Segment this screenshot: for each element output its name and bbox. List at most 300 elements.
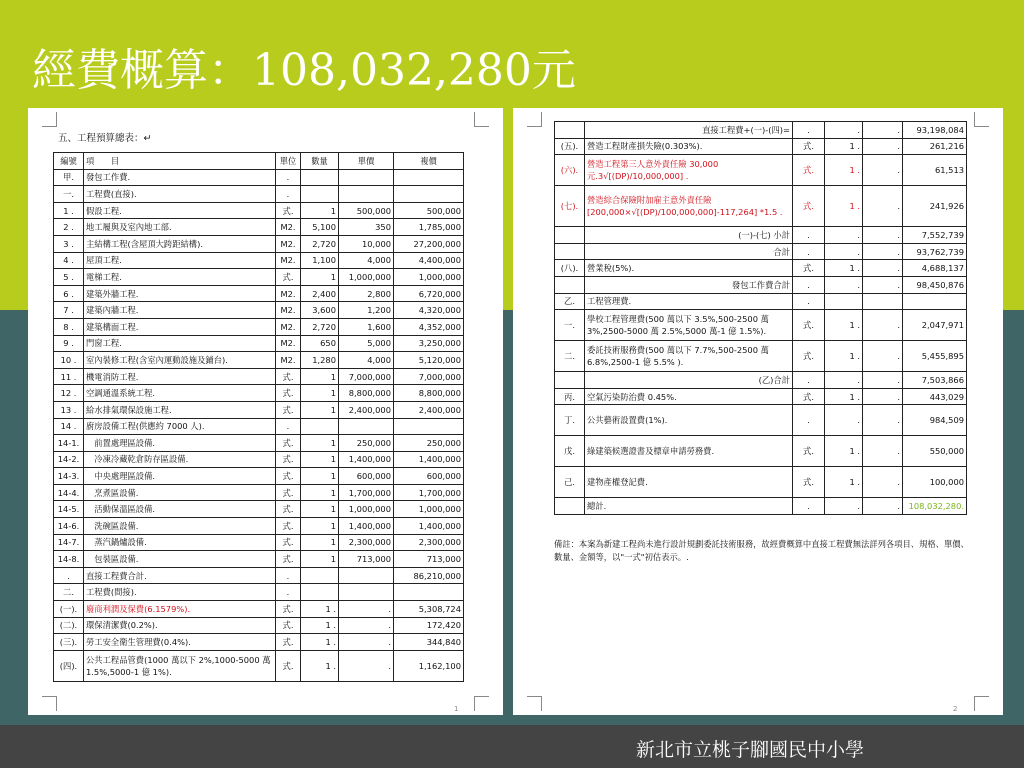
row-qty: [301, 186, 339, 203]
row-total: 1,400,000: [394, 451, 464, 468]
table-row: [54, 285, 464, 302]
row-item: 蒸汽鍋爐設備.: [84, 534, 276, 551]
row-number: 14-2.: [54, 451, 84, 468]
row-item: 營造工程第三人意外責任險 30,000元.3√[(DP)/10,000,000] .: [585, 155, 793, 186]
row-price: [339, 584, 394, 601]
row-unit: 式.: [276, 601, 301, 618]
row-price: .: [863, 243, 903, 260]
row-qty: .: [825, 372, 863, 389]
row-number: 3 .: [54, 235, 84, 252]
budget-table-right: [554, 121, 967, 515]
row-total: 98,450,876: [903, 276, 967, 293]
row-unit: .: [793, 372, 825, 389]
row-item: 直接工程費合計.: [84, 567, 276, 584]
table-row: [555, 372, 967, 389]
crop-mark: [474, 112, 489, 127]
row-price: .: [863, 138, 903, 155]
row-unit: 式.: [276, 468, 301, 485]
bottom-band: [0, 725, 1024, 768]
row-item: 機電消防工程.: [84, 368, 276, 385]
row-unit: 式.: [793, 467, 825, 498]
table-row: [555, 341, 967, 372]
row-price: 2,800: [339, 285, 394, 302]
table-row: [54, 252, 464, 269]
row-total: 250,000: [394, 435, 464, 452]
row-number: 乙.: [555, 293, 585, 310]
row-price: 8,800,000: [339, 385, 394, 402]
row-unit: M2.: [276, 252, 301, 269]
row-price: .: [863, 388, 903, 405]
table-row: [555, 155, 967, 186]
row-item: 活動保溫區設備.: [84, 501, 276, 518]
row-item: 廚房設備工程(供應約 7000 人).: [84, 418, 276, 435]
row-unit: 式.: [276, 617, 301, 634]
row-total: 1,700,000: [394, 484, 464, 501]
row-price: [339, 418, 394, 435]
row-unit: M2.: [276, 352, 301, 369]
row-item: 營造綜合保險附加雇主意外責任險 [200,000×√[(DP)/100,000,000]-117,264] *1.5 .: [585, 186, 793, 227]
footnote: 備註：本案為新建工程尚未進行設計規劃委託技術服務，故經費概算中直接工程費無法詳列各項目、規格、單價、數量、金額等，以"一式"初估表示。.: [554, 539, 969, 562]
row-number: (二).: [54, 617, 84, 634]
table-row: [54, 501, 464, 518]
row-number: 丁.: [555, 405, 585, 436]
row-item: 中央處理區設備.: [84, 468, 276, 485]
row-qty: 1 .: [301, 617, 339, 634]
row-qty: 1: [301, 551, 339, 568]
row-total: 713,000: [394, 551, 464, 568]
row-price: 1,700,000: [339, 484, 394, 501]
row-total: 27,200,000: [394, 235, 464, 252]
row-number: 9 .: [54, 335, 84, 352]
row-item: 綠建築候選證書及標章申請勞務費.: [585, 436, 793, 467]
row-unit: .: [276, 584, 301, 601]
row-number: 甲.: [54, 169, 84, 186]
table-row: [555, 276, 967, 293]
table-row: [54, 318, 464, 335]
row-price: 250,000: [339, 435, 394, 452]
row-total: 4,688,137: [903, 260, 967, 277]
row-unit: 式.: [793, 260, 825, 277]
row-item: 學校工程管理費(500 萬以下 3.5%,500-2500 萬 3%,2500-5000 萬 2.5%,5000 萬-1 億 1.5%).: [585, 310, 793, 341]
row-number: (八).: [555, 260, 585, 277]
row-unit: M2.: [276, 285, 301, 302]
row-qty: 1: [301, 202, 339, 219]
row-item: 環保清潔費(0.2%).: [84, 617, 276, 634]
row-price: 1,600: [339, 318, 394, 335]
row-price: 4,000: [339, 352, 394, 369]
row-item: 公共藝術設置費(1%).: [585, 405, 793, 436]
school-name: 新北市立桃子腳國民中小學: [636, 739, 865, 761]
row-item: 給水排氣環保設施工程.: [84, 401, 276, 418]
row-total: 4,400,000: [394, 252, 464, 269]
row-price: .: [863, 436, 903, 467]
row-price: [339, 186, 394, 203]
row-price: .: [339, 617, 394, 634]
row-price: 1,200: [339, 302, 394, 319]
row-item: 屋頂工程.: [84, 252, 276, 269]
row-total: 1,162,100: [394, 650, 464, 681]
row-number: 8 .: [54, 318, 84, 335]
table-row: [555, 186, 967, 227]
header-total: 複價: [394, 153, 464, 170]
row-qty: 1: [301, 518, 339, 535]
table-row: [54, 650, 464, 681]
row-number: 一.: [555, 310, 585, 341]
row-qty: .: [825, 243, 863, 260]
row-price: 350: [339, 219, 394, 236]
table-row: [555, 388, 967, 405]
table-row: [54, 368, 464, 385]
table-row: [54, 567, 464, 584]
row-number: (六).: [555, 155, 585, 186]
row-qty: .: [825, 405, 863, 436]
table-row: [555, 467, 967, 498]
row-item: 冷凍冷藏乾倉防存區設備.: [84, 451, 276, 468]
table-row: [54, 418, 464, 435]
table-row: [54, 401, 464, 418]
row-unit: 式.: [276, 484, 301, 501]
row-unit: 式.: [276, 551, 301, 568]
row-item: 烹煮區設備.: [84, 484, 276, 501]
row-item: 假設工程.: [84, 202, 276, 219]
row-unit: 式.: [276, 269, 301, 286]
header-no: 編號: [54, 153, 84, 170]
row-item: 發包工作費.: [84, 169, 276, 186]
row-qty: 1,100: [301, 252, 339, 269]
row-price: .: [863, 310, 903, 341]
row-unit: .: [793, 293, 825, 310]
row-qty: 1: [301, 368, 339, 385]
row-unit: .: [793, 498, 825, 515]
row-price: 1,000,000: [339, 269, 394, 286]
row-price: 2,300,000: [339, 534, 394, 551]
row-total: 108,032,280.: [903, 498, 967, 515]
table-row: [54, 551, 464, 568]
row-item: 建物產權登記費.: [585, 467, 793, 498]
row-qty: 1 .: [825, 186, 863, 227]
section-heading: 五、工程預算總表：↵: [58, 133, 152, 144]
row-number: (一).: [54, 601, 84, 618]
row-unit: .: [276, 186, 301, 203]
row-total: 1,785,000: [394, 219, 464, 236]
row-qty: 2,720: [301, 318, 339, 335]
row-item: 空調通溫系統工程.: [84, 385, 276, 402]
row-qty: 1 .: [825, 467, 863, 498]
row-total: 2,047,971: [903, 310, 967, 341]
row-number: 14-7.: [54, 534, 84, 551]
row-unit: 式.: [276, 634, 301, 651]
crop-mark: [974, 112, 989, 127]
row-total: 93,198,084: [903, 122, 967, 139]
row-item: 勞工安全衛生管理費(0.4%).: [84, 634, 276, 651]
row-total: 7,503,866: [903, 372, 967, 389]
table-row: [54, 335, 464, 352]
row-item: 電梯工程.: [84, 269, 276, 286]
row-qty: 1 .: [301, 601, 339, 618]
table-row: [555, 138, 967, 155]
row-unit: .: [793, 405, 825, 436]
slide-title: 經費概算：108,032,280元: [32, 45, 576, 96]
row-number: 二.: [54, 584, 84, 601]
row-item: 洗碗區設備.: [84, 518, 276, 535]
row-unit: 式.: [793, 310, 825, 341]
row-price: .: [339, 634, 394, 651]
table-row: [555, 293, 967, 310]
row-total: 61,513: [903, 155, 967, 186]
row-price: 1,400,000: [339, 451, 394, 468]
table-row: [54, 584, 464, 601]
row-item: 地工履與及室內地工部.: [84, 219, 276, 236]
table-row: [54, 352, 464, 369]
table-row: [54, 435, 464, 452]
row-number: 13 .: [54, 401, 84, 418]
row-total: 241,926: [903, 186, 967, 227]
row-total: 500,000: [394, 202, 464, 219]
row-price: .: [339, 601, 394, 618]
row-unit: 式.: [276, 650, 301, 681]
row-price: 1,000,000: [339, 501, 394, 518]
row-unit: 式.: [276, 202, 301, 219]
row-item: 工程管理費.: [585, 293, 793, 310]
header-item: 項 目: [84, 153, 276, 170]
row-qty: [301, 418, 339, 435]
row-price: 1,400,000: [339, 518, 394, 535]
row-total: [394, 418, 464, 435]
header-qty: 數量: [301, 153, 339, 170]
row-total: [903, 293, 967, 310]
row-price: [863, 293, 903, 310]
row-qty: 1 .: [825, 436, 863, 467]
row-item: 直接工程費+(一)-(四)=: [585, 122, 793, 139]
row-qty: 1 .: [825, 388, 863, 405]
row-item: (一)-(七) 小計: [585, 227, 793, 244]
table-row: [54, 484, 464, 501]
row-unit: .: [276, 567, 301, 584]
row-unit: 式.: [793, 388, 825, 405]
row-unit: .: [793, 243, 825, 260]
row-qty: [301, 584, 339, 601]
table-row: [555, 122, 967, 139]
row-item: 公共工程品管費(1000 萬以下 2%,1000-5000 萬 1.5%,5000-1 億 1%).: [84, 650, 276, 681]
row-item: 工程費(直接).: [84, 186, 276, 203]
row-number: [555, 122, 585, 139]
row-number: 14-4.: [54, 484, 84, 501]
row-unit: 式.: [276, 451, 301, 468]
row-item: 建築構面工程.: [84, 318, 276, 335]
row-total: [394, 186, 464, 203]
row-number: 14-8.: [54, 551, 84, 568]
row-price: [339, 169, 394, 186]
table-row: [54, 219, 464, 236]
row-item: 廢商利潤及保費(6.1579%).: [84, 601, 276, 618]
row-unit: 式.: [276, 368, 301, 385]
table-row: [54, 302, 464, 319]
row-price: 713,000: [339, 551, 394, 568]
row-qty: 2,720: [301, 235, 339, 252]
row-qty: 3,600: [301, 302, 339, 319]
table-row: [555, 498, 967, 515]
row-number: 二.: [555, 341, 585, 372]
row-unit: 式.: [793, 155, 825, 186]
row-price: 5,000: [339, 335, 394, 352]
row-item: 營業稅(5%).: [585, 260, 793, 277]
row-total: 344,840: [394, 634, 464, 651]
table-row: [54, 186, 464, 203]
crop-mark: [527, 696, 542, 711]
row-unit: 式.: [793, 341, 825, 372]
row-qty: 1 .: [825, 341, 863, 372]
row-total: 3,250,000: [394, 335, 464, 352]
row-qty: 1: [301, 501, 339, 518]
row-unit: 式.: [276, 385, 301, 402]
row-number: 10 .: [54, 352, 84, 369]
crop-mark: [527, 112, 542, 127]
row-qty: 1: [301, 401, 339, 418]
row-number: 丙.: [555, 388, 585, 405]
document-page-right: [513, 108, 1003, 715]
row-item: 工程費(間接).: [84, 584, 276, 601]
table-row: [555, 436, 967, 467]
row-total: 1,000,000: [394, 501, 464, 518]
row-total: 86,210,000: [394, 567, 464, 584]
table-header-row: [54, 153, 464, 170]
page-number: 2: [953, 705, 958, 713]
row-total: 7,000,000: [394, 368, 464, 385]
row-unit: 式.: [276, 401, 301, 418]
row-total: 1,000,000: [394, 269, 464, 286]
page-number: 1: [454, 705, 459, 713]
table-row: [54, 534, 464, 551]
row-price: .: [863, 122, 903, 139]
row-number: (五).: [555, 138, 585, 155]
row-qty: 1 .: [301, 650, 339, 681]
row-unit: .: [276, 418, 301, 435]
row-qty: 1 .: [825, 310, 863, 341]
table-row: [54, 451, 464, 468]
row-price: .: [863, 498, 903, 515]
row-qty: 5,100: [301, 219, 339, 236]
row-qty: 650: [301, 335, 339, 352]
table-row: [555, 243, 967, 260]
row-price: .: [863, 260, 903, 277]
row-item: 總計.: [585, 498, 793, 515]
document-page-left: [28, 108, 503, 715]
row-total: 5,308,724: [394, 601, 464, 618]
row-unit: .: [793, 276, 825, 293]
row-item: 營造工程財產損失險(0.303%).: [585, 138, 793, 155]
row-price: .: [339, 650, 394, 681]
row-number: .: [54, 567, 84, 584]
row-unit: .: [793, 227, 825, 244]
table-row: [555, 227, 967, 244]
row-qty: 1 .: [825, 155, 863, 186]
row-unit: .: [793, 122, 825, 139]
crop-mark: [974, 696, 989, 711]
row-total: 443,029: [903, 388, 967, 405]
row-number: [555, 276, 585, 293]
row-number: (三).: [54, 634, 84, 651]
row-price: 600,000: [339, 468, 394, 485]
row-total: 2,400,000: [394, 401, 464, 418]
row-qty: 1 .: [825, 260, 863, 277]
row-qty: [301, 169, 339, 186]
row-price: .: [863, 341, 903, 372]
budget-table-left: [53, 152, 464, 682]
row-price: .: [863, 372, 903, 389]
row-price: .: [863, 155, 903, 186]
row-price: 2,400,000: [339, 401, 394, 418]
row-number: 14-6.: [54, 518, 84, 535]
row-qty: .: [825, 227, 863, 244]
row-price: .: [863, 186, 903, 227]
row-qty: 1: [301, 468, 339, 485]
row-total: [394, 584, 464, 601]
row-price: 500,000: [339, 202, 394, 219]
row-number: 14 .: [54, 418, 84, 435]
header-price: 單價: [339, 153, 394, 170]
row-number: 2 .: [54, 219, 84, 236]
row-unit: 式.: [793, 186, 825, 227]
row-qty: 1: [301, 451, 339, 468]
table-row: [54, 202, 464, 219]
row-unit: M2.: [276, 235, 301, 252]
row-item: 空氣污染防治費 0.45%.: [585, 388, 793, 405]
row-number: 5 .: [54, 269, 84, 286]
row-item: 建築外牆工程.: [84, 285, 276, 302]
row-total: 6,720,000: [394, 285, 464, 302]
row-number: 6 .: [54, 285, 84, 302]
row-item: (乙)合計: [585, 372, 793, 389]
table-row: [54, 235, 464, 252]
row-item: 委託技術服務費(500 萬以下 7.7%,500-2500 萬 6.8%,2500-1 億 5.5% ).: [585, 341, 793, 372]
row-unit: M2.: [276, 335, 301, 352]
row-price: 10,000: [339, 235, 394, 252]
row-qty: 1: [301, 435, 339, 452]
row-total: 984,509: [903, 405, 967, 436]
row-total: 5,120,000: [394, 352, 464, 369]
row-total: 172,420: [394, 617, 464, 634]
row-number: [555, 372, 585, 389]
row-number: 14-5.: [54, 501, 84, 518]
row-number: (四).: [54, 650, 84, 681]
row-price: 7,000,000: [339, 368, 394, 385]
crop-mark: [42, 696, 57, 711]
row-number: 14-1.: [54, 435, 84, 452]
row-number: 14-3.: [54, 468, 84, 485]
row-unit: M2.: [276, 219, 301, 236]
row-total: 100,000: [903, 467, 967, 498]
row-total: 550,000: [903, 436, 967, 467]
table-row: [555, 405, 967, 436]
row-number: 戊.: [555, 436, 585, 467]
row-number: 12 .: [54, 385, 84, 402]
row-price: .: [863, 405, 903, 436]
row-item: 主結構工程(含屋頂大跨距結構).: [84, 235, 276, 252]
row-item: 包裝區設備.: [84, 551, 276, 568]
table-row: [54, 468, 464, 485]
row-unit: M2.: [276, 318, 301, 335]
row-total: 8,800,000: [394, 385, 464, 402]
row-qty: .: [825, 498, 863, 515]
row-number: 7 .: [54, 302, 84, 319]
table-row: [54, 269, 464, 286]
row-number: 11 .: [54, 368, 84, 385]
row-qty: 1: [301, 269, 339, 286]
row-qty: 2,400: [301, 285, 339, 302]
table-row: [54, 518, 464, 535]
row-total: 600,000: [394, 468, 464, 485]
table-row: [54, 617, 464, 634]
